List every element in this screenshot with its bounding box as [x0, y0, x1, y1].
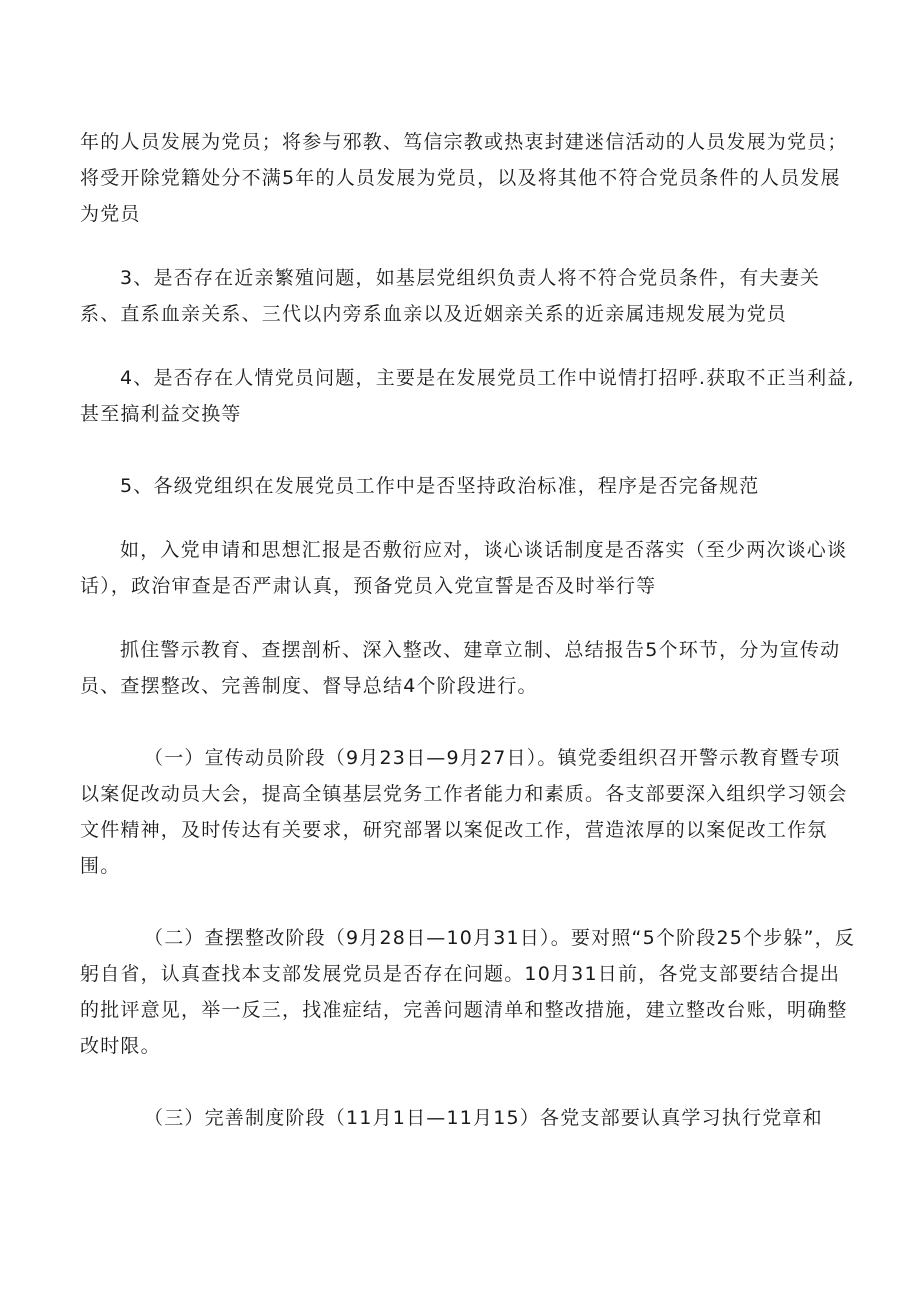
paragraph-stage-2: （二）查摆整改阶段（9月28日—10月31日）。要对照“5个阶段25个步躲”，反躬自省，认真查找本支部发展党员是否存在问题。10月31日前，各党支部要结合提出的批评意见，举一反三，找准症结，完善问题清单和整改措施，建立整改台账，明确整改时限。	[80, 927, 856, 1057]
paragraph-stage-1: （一）宣传动员阶段（9月23日—9月27日）。镇党委组织召开警示教育暨专项以案促改动员大会，提高全镇基层党务工作者能力和素质。各支部要深入组织学习领会文件精神，及时传达有关要求，研究部署以案促改工作，营造浓厚的以案促改工作氛围。	[80, 747, 848, 877]
paragraph-stage-3: （三）完善制度阶段（11月1日—11月15）各党支部要认真学习执行党章和	[144, 1107, 823, 1129]
paragraph-item-3: 3、是否存在近亲繁殖问题，如基层党组织负责人将不符合党员条件，有夫妻关系、直系血亲关系、三代以内旁系血亲以及近姻亲关系的近亲属违规发展为党员	[80, 267, 821, 325]
paragraph-continuation: 年的人员发展为党员；将参与邪教、笃信宗教或热衷封建迷信活动的人员发展为党员；将受开除党籍处分不满5年的人员发展为党员，以及将其他不符合党员条件的人员发展为党员	[80, 131, 848, 225]
paragraph-steps: 抓住警示教育、查摆剖析、深入整改、建章立制、总结报告5个环节，分为宣传动员、查摆整改、完善制度、督导总结4个阶段进行。	[80, 639, 841, 697]
paragraph-item-5: 5、各级党组织在发展党员工作中是否坚持政治标准，程序是否完备规范	[120, 475, 760, 497]
paragraph-example: 如，入党申请和思想汇报是否敷衍应对，谈心谈话制度是否落实（至少两次谈心谈话），政治审查是否严肃认真，预备党员入党宣誓是否及时举行等	[80, 539, 848, 597]
paragraph-item-4: 4、是否存在人情党员问题，主要是在发展党员工作中说情打招呼.获取不正当利益,甚至搞利益交换等	[80, 367, 855, 425]
document-body	[80, 124, 860, 1136]
